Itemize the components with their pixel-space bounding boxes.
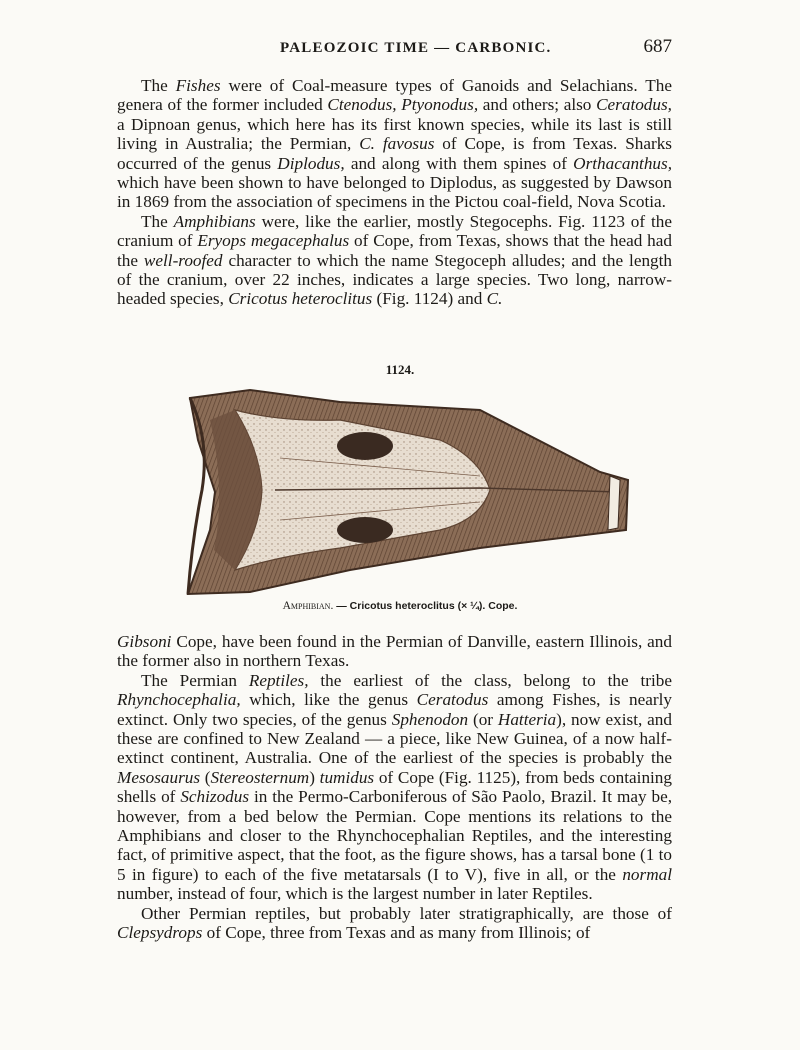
italic-text: tumidus: [319, 767, 375, 787]
text-run: which, like the genus: [240, 690, 417, 710]
text-run: of Cope, from Texas, shows that the head had the: [117, 231, 672, 270]
paragraph: [117, 904, 672, 943]
italic-text: Ctenodus, Ptyonodus,: [327, 95, 479, 115]
italic-text: Hatteria: [497, 709, 557, 729]
paragraph: [117, 632, 672, 671]
text-run: number, instead of four, which is the largest number in later Reptiles.: [117, 884, 593, 904]
italic-text: Clepsydrops: [117, 923, 203, 943]
page-number: 687: [643, 36, 672, 57]
text-run: (Fig. 1124) and: [372, 289, 487, 309]
italic-text: Stereosternum: [210, 767, 310, 787]
text-run: in the Permo-Carboniferous of São Paolo, Brazil. It may be, however, from a bed below the Permian. Cope mentions its relations to the Amphibians and closer to the Rhynchocephalian Reptiles, and the interesting fact, of primitive aspect, that the foot, as the figure shows, has a tarsal bone (1 to 5 in figure) to each of the five metatarsals (I to V), five in all, or the: [117, 787, 672, 884]
italic-text: Fishes: [175, 76, 221, 95]
text-run: which have been shown to have belonged to Diplodus, as suggested by Dawson in 1869 from the association of specimens in the Pictou coal-field, Nova Scotia.: [117, 173, 672, 212]
italic-text: Reptiles,: [248, 670, 309, 690]
text-run: ): [309, 767, 320, 787]
italic-text: Sphenodon: [391, 709, 469, 729]
paragraph: [117, 671, 672, 904]
text-run: The: [141, 76, 176, 95]
text-run: and along with them spines of: [344, 153, 574, 173]
caption-label: Amphibian.: [282, 600, 334, 612]
italic-text: C.: [486, 289, 503, 309]
snout-tip: [608, 476, 620, 530]
text-block-top: [117, 76, 672, 309]
text-run: The: [141, 211, 174, 231]
text-run: (: [200, 767, 211, 787]
text-run: the earliest of the class, belong to the tribe: [308, 670, 672, 690]
text-run: were, like the earlier, mostly Stegocephs. Fig. 1123 of the cranium of: [117, 211, 672, 251]
running-head: [112, 36, 672, 62]
italic-text: Diplodus,: [277, 153, 345, 173]
paragraph: [117, 76, 672, 212]
text-run: among Fishes, is nearly extinct. Only two species, of the genus: [117, 690, 673, 729]
italic-text: Ceratodus: [416, 690, 489, 710]
figure-skull-illustration: [180, 380, 630, 600]
italic-text: Mesosaurus: [117, 767, 201, 787]
text-run: character to which the name Stegoceph alludes; and the length of the cranium, over 22 inches, indicates a large species. Two long, narrow-headed species,: [117, 250, 672, 309]
italic-text: normal: [622, 864, 672, 884]
text-run: The Permian: [141, 670, 249, 690]
text-block-bottom: [117, 632, 672, 943]
figure-number: 1124.: [385, 362, 415, 377]
italic-text: Schizodus: [180, 787, 250, 807]
paragraph: [117, 212, 672, 309]
text-run: ), now exist, and these are confined to New Zealand — a piece, like New Guinea, of a now half-extinct continent, Australia. One of the earliest of the species is probably the: [117, 709, 672, 768]
italic-text: Cricotus heteroclitus: [228, 289, 373, 309]
italic-text: well-roofed: [143, 250, 223, 270]
italic-text: C. favosus: [359, 134, 435, 154]
text-run: (or: [468, 709, 498, 729]
italic-text: Eryops megacephalus: [197, 231, 350, 251]
text-run: Cope, have been found in the Permian of Danville, eastern Illinois, and the former also in northern Texas.: [117, 632, 672, 671]
text-run: a Dipnoan genus, which here has its first known species, while its last is still living in Australia; the Permian,: [117, 114, 672, 154]
text-run: were of Coal-measure types of Ganoids and Selachians. The genera of the former included: [117, 76, 672, 115]
text-run: Other Permian reptiles, but probably later stratigraphically, are those of: [141, 903, 672, 923]
left-orbit: [337, 432, 393, 460]
italic-text: Ceratodus,: [596, 95, 672, 115]
text-run: of Cope, is from Texas. Sharks occurred of the genus: [117, 134, 672, 173]
right-orbit: [337, 517, 393, 543]
text-run: of Cope, three from Texas and as many from Illinois; of: [202, 923, 591, 943]
text-run: of Cope (Fig. 1125), from beds containing shells of: [117, 767, 672, 807]
running-title: PALEOZOIC TIME — CARBONIC.: [280, 40, 552, 56]
italic-text: Orthacanthus,: [573, 153, 672, 173]
text-run: and others; also: [478, 95, 597, 115]
caption-text: — Cricotus heteroclitus (× ¼). Cope.: [333, 600, 518, 612]
italic-text: Gibsoni: [117, 632, 172, 651]
italic-text: Rhynchocephalia,: [117, 690, 241, 710]
figure-caption: [0, 600, 800, 612]
italic-text: Amphibians: [173, 211, 256, 231]
